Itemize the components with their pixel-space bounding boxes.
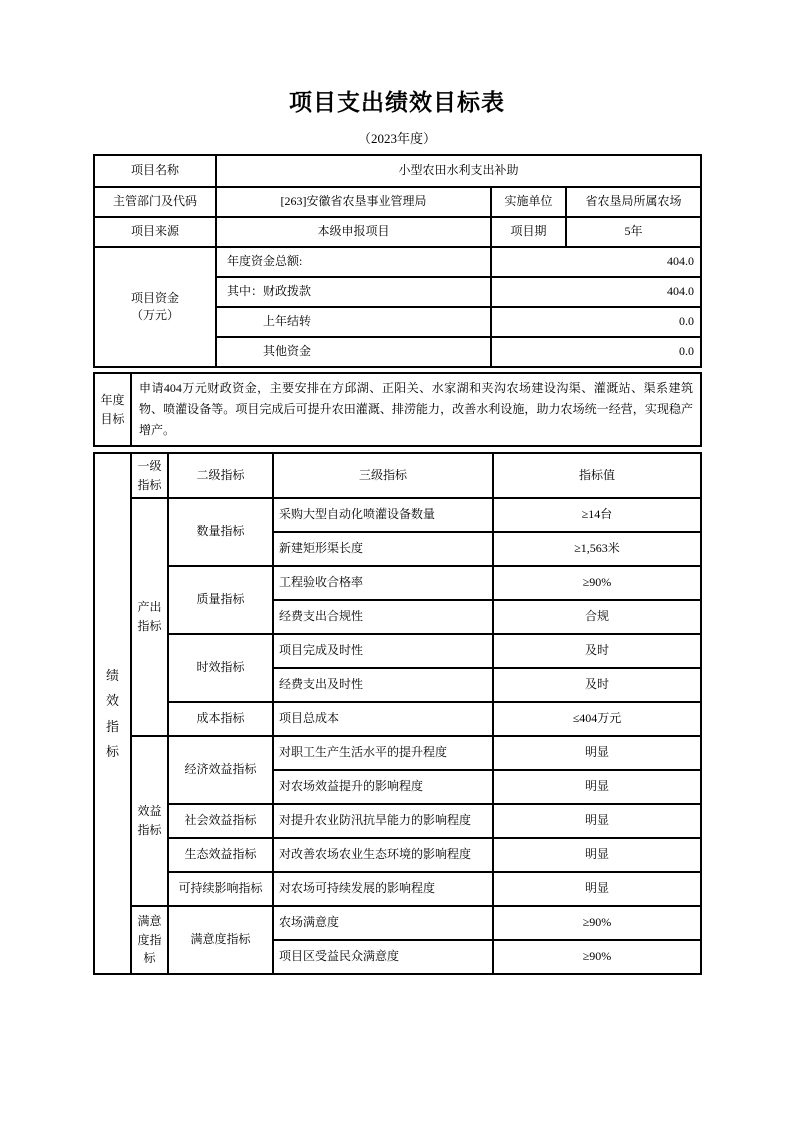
period-value: 5年 <box>566 217 701 247</box>
fund-row-name: 年度资金总额: <box>216 247 491 277</box>
level2-satisfaction: 满意度指标 <box>168 906 273 974</box>
indicator-name: 经费支出合规性 <box>273 600 493 634</box>
impl-unit-value: 省农垦局所属农场 <box>566 187 701 217</box>
funds-label-line1: 项目资金 <box>130 290 179 305</box>
indicator-row <box>94 906 701 940</box>
annual-goal-table <box>93 372 702 447</box>
indicator-value: ≥90% <box>493 906 701 940</box>
level1-output: 产出指标 <box>131 498 168 736</box>
header-level1: 一级指标 <box>131 453 168 498</box>
indicator-name: 工程验收合格率 <box>273 566 493 600</box>
level2-ecological: 生态效益指标 <box>168 838 273 872</box>
level2-quantity: 数量指标 <box>168 498 273 566</box>
indicator-value: ≥14台 <box>493 498 701 532</box>
source-value: 本级申报项目 <box>216 217 491 247</box>
project-info-table <box>93 154 702 368</box>
indicator-name: 项目完成及时性 <box>273 634 493 668</box>
fund-row-name: 其中：财政拨款 <box>216 277 491 307</box>
indicator-row <box>94 702 701 736</box>
indicator-value: 及时 <box>493 634 701 668</box>
project-name-label: 项目名称 <box>94 155 216 187</box>
indicator-row <box>94 736 701 770</box>
indicator-row <box>94 498 701 532</box>
level1-satisfaction: 满意度指标 <box>131 906 168 974</box>
fund-row-name: 其他资金 <box>216 337 491 367</box>
indicator-name: 采购大型自动化喷灌设备数量 <box>273 498 493 532</box>
indicator-row <box>94 566 701 600</box>
source-label: 项目来源 <box>94 217 216 247</box>
fund-row-name: 上年结转 <box>216 307 491 337</box>
level2-quality: 质量指标 <box>168 566 273 634</box>
level2-timeliness: 时效指标 <box>168 634 273 702</box>
indicator-row <box>94 838 701 872</box>
project-name-value: 小型农田水利支出补助 <box>216 155 701 187</box>
annual-goal-label: 年度目标 <box>94 373 131 446</box>
indicators-side-label: 绩效指标 <box>94 453 131 974</box>
indicator-value: 合规 <box>493 600 701 634</box>
dept-label: 主管部门及代码 <box>94 187 216 217</box>
level2-cost: 成本指标 <box>168 702 273 736</box>
indicator-value: ≥90% <box>493 566 701 600</box>
indicator-value: ≥1,563米 <box>493 532 701 566</box>
indicator-name: 对农场效益提升的影响程度 <box>273 770 493 804</box>
fund-row-value: 404.0 <box>491 277 701 307</box>
indicator-name: 农场满意度 <box>273 906 493 940</box>
header-value: 指标值 <box>493 453 701 498</box>
indicator-value: ≥90% <box>493 940 701 974</box>
funds-label-line2: （万元） <box>130 308 179 322</box>
indicator-row <box>94 634 701 668</box>
level2-economic: 经济效益指标 <box>168 736 273 804</box>
page-subtitle: （2023年度） <box>357 131 436 146</box>
funds-label <box>94 247 216 367</box>
indicator-value: 明显 <box>493 804 701 838</box>
indicator-name: 对职工生产生活水平的提升程度 <box>273 736 493 770</box>
indicators-table <box>93 452 702 975</box>
impl-unit-label: 实施单位 <box>491 187 566 217</box>
indicator-name: 对提升农业防汛抗旱能力的影响程度 <box>273 804 493 838</box>
indicator-value: 明显 <box>493 770 701 804</box>
indicator-value: ≤404万元 <box>493 702 701 736</box>
period-label: 项目期 <box>491 217 566 247</box>
indicator-value: 明显 <box>493 736 701 770</box>
indicator-value: 明显 <box>493 838 701 872</box>
indicator-value: 明显 <box>493 872 701 906</box>
fund-row-value: 404.0 <box>491 247 701 277</box>
indicator-value: 及时 <box>493 668 701 702</box>
annual-goal-text: 申请404万元财政资金，主要安排在方邱湖、正阳关、水家湖和夹沟农场建设沟渠、灌溉站、渠系建筑物、喷灌设备等。项目完成后可提升农田灌溉、排涝能力，改善水利设施，助力农场统一经营，实现稳产增产。 <box>131 373 701 446</box>
indicator-name: 项目总成本 <box>273 702 493 736</box>
level2-social: 社会效益指标 <box>168 804 273 838</box>
indicator-row <box>94 872 701 906</box>
indicator-name: 经费支出及时性 <box>273 668 493 702</box>
level2-sustainable: 可持续影响指标 <box>168 872 273 906</box>
header-level3: 三级指标 <box>273 453 493 498</box>
dept-value: [263]安徽省农垦事业管理局 <box>216 187 491 217</box>
page-title: 项目支出绩效目标表 <box>289 90 505 115</box>
indicator-name: 项目区受益民众满意度 <box>273 940 493 974</box>
fund-row-value: 0.0 <box>491 307 701 337</box>
indicator-name: 对农场可持续发展的影响程度 <box>273 872 493 906</box>
indicator-row <box>94 804 701 838</box>
header-level2: 二级指标 <box>168 453 273 498</box>
indicator-name: 新建矩形渠长度 <box>273 532 493 566</box>
fund-row-value: 0.0 <box>491 337 701 367</box>
level1-benefit: 效益指标 <box>131 736 168 906</box>
indicator-name: 对改善农场农业生态环境的影响程度 <box>273 838 493 872</box>
